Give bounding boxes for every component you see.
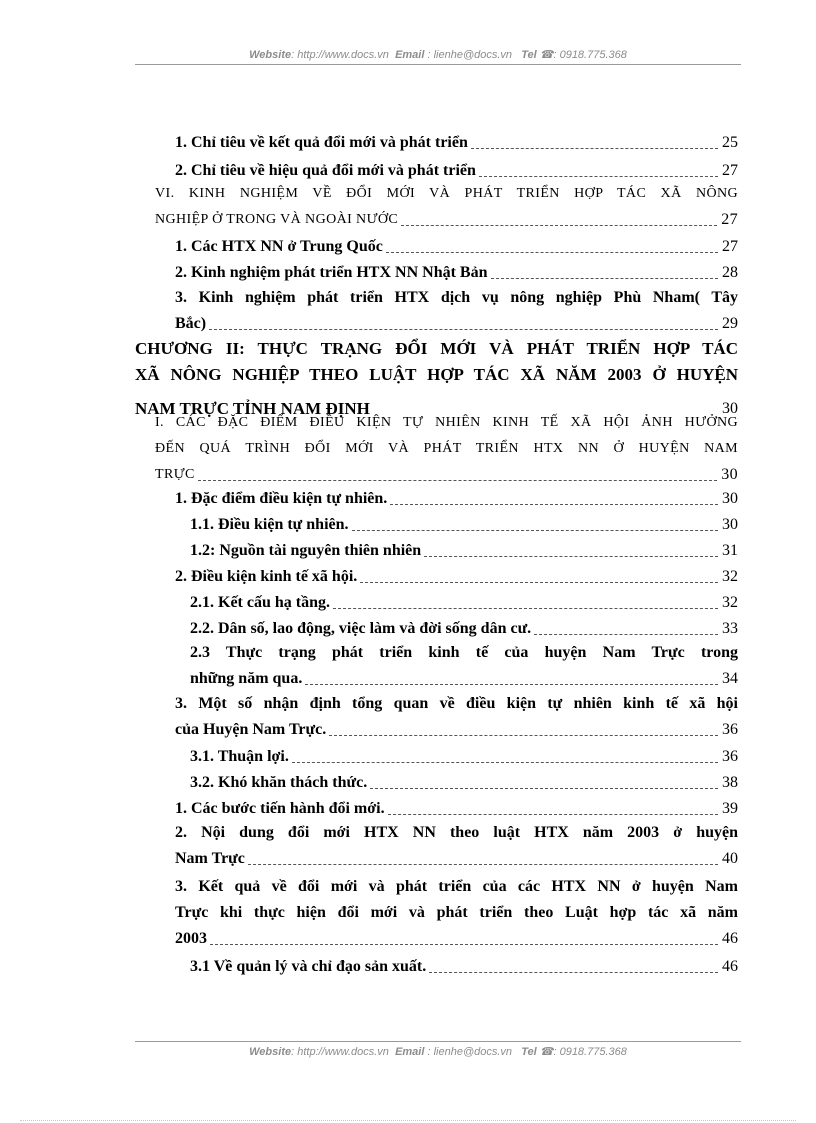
toc-entry[interactable]: 1. Các bước tiến hành đổi mới. 39 <box>175 800 738 817</box>
toc-entry[interactable]: 2.1. Kết cấu hạ tầng. 32 <box>190 594 738 611</box>
page-bottom-border <box>20 1120 796 1121</box>
toc-entry[interactable]: 1. Đặc điểm điều kiện tự nhiên. 30 <box>175 490 738 507</box>
toc-entry[interactable]: 2. Chỉ tiêu về hiệu quả đổi mới và phát triển 27 <box>175 162 738 179</box>
toc-entry[interactable]: 2. Kinh nghiệm phát triển HTX NN Nhật Bản 28 <box>175 264 738 281</box>
page-footer <box>135 1041 741 1058</box>
toc-entry[interactable]: 1. Các HTX NN ở Trung Quốc 27 <box>175 238 738 255</box>
toc-entry[interactable]: 2. Nội dung đổi mới HTX NN theo luật HTX năm 2003 ở huyện Nam Trực 40 <box>175 824 738 867</box>
toc-entry[interactable]: 3. Một số nhận định tổng quan về điều kiện tự nhiên kinh tế xã hội của Huyện Nam Trực. 36 <box>175 695 738 738</box>
toc-entry[interactable]: 3.2. Khó khăn thách thức. 38 <box>190 774 738 791</box>
website-value[interactable]: : http://www.docs.vn <box>291 49 389 61</box>
website-value[interactable]: : http://www.docs.vn <box>291 1046 389 1058</box>
page-header <box>135 48 741 65</box>
toc-entry[interactable]: 1.2: Nguồn tài nguyên thiên nhiên 31 <box>190 542 738 559</box>
toc-entry[interactable]: 2.2. Dân số, lao động, việc làm và đời sống dân cư. 33 <box>190 620 738 637</box>
email-value[interactable]: : lienhe@docs.vn <box>427 1046 513 1058</box>
website-label: Website <box>249 1046 292 1058</box>
toc-entry[interactable]: 1. Chỉ tiêu về kết quả đổi mới và phát triển 25 <box>175 134 738 151</box>
toc-section-entry[interactable]: VI. KINH NGHIỆM VỀ ĐỔI MỚI VÀ PHÁT TRIỂN HỢP TÁC XÃ NÔNG NGHIỆP Ở TRONG VÀ NGOÀI NƯỚC 27 <box>155 186 738 228</box>
toc-entry[interactable]: 3.1. Thuận lợi. 36 <box>190 748 738 765</box>
website-label: Website <box>249 49 292 61</box>
toc-chapter-entry[interactable]: CHƯƠNG II: THỰC TRẠNG ĐỔI MỚI VÀ PHÁT TRIỂN HỢP TÁC XÃ NÔNG NGHIỆP THEO LUẬT HỢP TÁC XÃ NĂM 2003 Ở HUYỆN NAM TRỰC TỈNH NAM ĐỊNH 30 <box>135 339 738 418</box>
toc-entry[interactable]: 2. Điều kiện kinh tế xã hội. 32 <box>175 568 738 585</box>
toc-entry[interactable]: 3.1 Về quản lý và chỉ đạo sản xuất. 46 <box>190 958 738 975</box>
tel-label: Tel <box>521 49 537 61</box>
toc-entry[interactable]: 3. Kinh nghiệm phát triển HTX dịch vụ nông nghiệp Phù Nham( Tây Bắc) 29 <box>175 289 738 332</box>
toc-entry[interactable]: 2.3 Thực trạng phát triển kinh tế của huyện Nam Trực trong những năm qua. 34 <box>190 644 738 687</box>
toc-section-entry[interactable]: I. CÁC ĐẶC ĐIỂM ĐIỀU KIỆN TỰ NHIÊN KINH TẾ XÃ HỘI ẢNH HƯỞNG ĐẾN QUÁ TRÌNH ĐỔI MỚI VÀ PHÁT TRIỂN HTX NN Ở HUYỆN NAM TRỰC 30 <box>155 415 738 483</box>
tel-value: ☎: 0918.775.368 <box>539 49 627 61</box>
toc-entry[interactable]: 3. Kết quả về đổi mới và phát triển của các HTX NN ở huyện Nam Trực khi thực hiện đổi mới và phát triển theo Luật hợp tác xã năm 2003 46 <box>175 878 738 947</box>
email-label: Email <box>395 1046 425 1058</box>
email-value[interactable]: : lienhe@docs.vn <box>427 49 513 61</box>
email-label: Email <box>395 49 425 61</box>
tel-label: Tel <box>521 1046 537 1058</box>
tel-value: ☎: 0918.775.368 <box>539 1046 627 1058</box>
toc-entry[interactable]: 1.1. Điều kiện tự nhiên. 30 <box>190 516 738 533</box>
